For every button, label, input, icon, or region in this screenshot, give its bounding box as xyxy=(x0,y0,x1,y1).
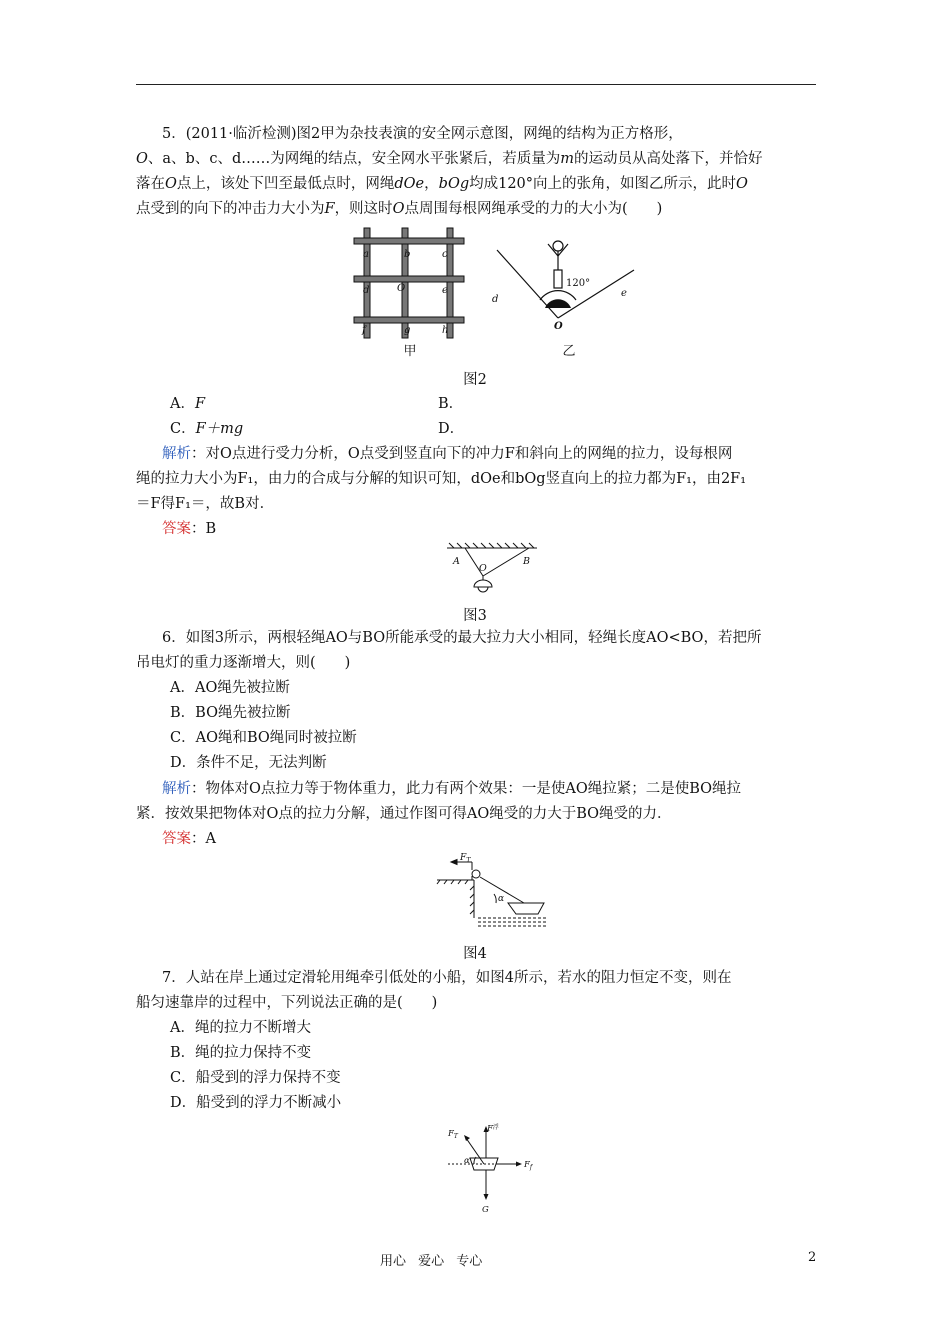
node-e-label: e xyxy=(442,285,448,296)
figure-3-lamp xyxy=(445,542,540,594)
q6-option-b: B．BO绳先被拉断 xyxy=(170,705,291,721)
figure-4-boat xyxy=(432,850,552,935)
node-f-label: f xyxy=(362,325,366,336)
q5-option-a: A．F xyxy=(170,396,206,412)
q6-analysis-line1: 解析：物体对O点拉力等于物体重力，此力有两个效果：一是使AO绳拉紧；二是使BO绳拉 xyxy=(162,781,742,797)
page-number: 2 xyxy=(808,1250,817,1265)
fig3-a-label: A xyxy=(453,556,460,567)
q5-option-c: C．F＋mg xyxy=(170,421,244,437)
figure-2-net xyxy=(352,226,467,341)
fig5-g-label: G xyxy=(482,1205,489,1215)
angle-120-label: 120° xyxy=(566,278,591,289)
figure-2-yi-label: 乙 xyxy=(562,344,576,359)
q6-line2: 吊电灯的重力逐渐增大，则( ) xyxy=(136,655,351,671)
point-o-label: O xyxy=(554,321,563,332)
header-rule xyxy=(136,84,816,85)
q6-line1: 6．如图3所示，两根轻绳AO与BO所能承受的最大拉力大小相同，轻绳长度AO<BO，若把所 xyxy=(162,630,762,646)
q6-option-c: C．AO绳和BO绳同时被拉断 xyxy=(170,730,357,746)
node-h-label: h xyxy=(442,325,449,336)
q7-option-a: A．绳的拉力不断增大 xyxy=(170,1020,311,1036)
fig5-ft-label: $F_T$ xyxy=(448,1129,458,1140)
q7-option-b: B．绳的拉力保持不变 xyxy=(170,1045,312,1061)
figure-2-performer xyxy=(482,232,642,332)
q6-analysis-line2: 紧．按效果把物体对O点的拉力分解，通过作图可得AO绳受的力大于BO绳受的力． xyxy=(136,806,672,822)
figure-2-jia-label: 甲 xyxy=(403,344,417,359)
q5-analysis-line3: ＝F得F₁＝，故B对． xyxy=(136,496,275,512)
figure-3-caption: 图3 xyxy=(463,608,487,624)
fig3-o-label: O xyxy=(479,563,487,574)
q5-line4: 点受到的向下的冲击力大小为F，则这时O点周围每根网绳承受的力的大小为( ) xyxy=(136,201,663,217)
q5-option-d: D． xyxy=(438,421,465,437)
q7-line2: 船匀速靠岸的过程中，下列说法正确的是( ) xyxy=(136,995,438,1011)
q6-option-d: D．条件不足，无法判断 xyxy=(170,755,327,771)
fig4-alpha-label: α xyxy=(498,894,505,904)
fig4-ft-label: $F_T$ xyxy=(460,853,471,864)
q5-answer: 答案：B xyxy=(162,521,217,537)
q6-answer: 答案：A xyxy=(162,831,216,847)
q5-option-b: B． xyxy=(438,396,464,412)
node-d-label: d xyxy=(363,285,370,296)
fig5-alpha-label: α xyxy=(464,1156,470,1166)
node-g-label: g xyxy=(404,325,411,336)
node-b-label: b xyxy=(404,249,411,260)
fig3-b-label: B xyxy=(523,556,530,567)
page-footer: 用心 爱心 专心 xyxy=(380,1254,483,1269)
q7-option-d: D．船受到的浮力不断减小 xyxy=(170,1095,342,1111)
node-o-label: O xyxy=(397,283,406,294)
q5-line3: 落在O点上，该处下凹至最低点时，网绳dOe，bOg均成120°向上的张角，如图乙所示，此时O xyxy=(136,176,748,192)
figure-4-caption: 图4 xyxy=(463,946,487,962)
figure-5-force-diagram xyxy=(440,1120,550,1215)
q6-option-a: A．AO绳先被拉断 xyxy=(170,680,290,696)
q7-option-c: C．船受到的浮力保持不变 xyxy=(170,1070,341,1086)
fig5-ffu-label: $F^浮$ xyxy=(487,1124,499,1134)
q5-analysis-line1: 解析：对O点进行受力分析，O点受到竖直向下的冲力F和斜向上的网绳的拉力，设每根网 xyxy=(162,446,733,462)
q7-line1: 7．人站在岸上通过定滑轮用绳牵引低处的小船，如图4所示，若水的阻力恒定不变，则在 xyxy=(162,970,732,986)
figure-2-caption: 图2 xyxy=(463,372,487,388)
q5-line2: O、a、b、c、d……为网绳的结点，安全网水平张紧后，若质量为m的运动员从高处落下，并恰好 xyxy=(136,151,763,167)
node-a-label: a xyxy=(363,249,369,260)
node-c-label: c xyxy=(442,249,448,260)
rope-d-label: d xyxy=(492,294,499,305)
q5-line1: 5．(2011·临沂检测)图2甲为杂技表演的安全网示意图，网绳的结构为正方格形， xyxy=(162,126,683,142)
q5-analysis-line2: 绳的拉力大小为F₁，由力的合成与分解的知识可知，dOe和bOg竖直向上的拉力都为F₁，由2F₁ xyxy=(136,471,747,487)
fig5-ff-label: $F_f$ xyxy=(524,1160,533,1171)
rope-e-label: e xyxy=(621,288,627,299)
